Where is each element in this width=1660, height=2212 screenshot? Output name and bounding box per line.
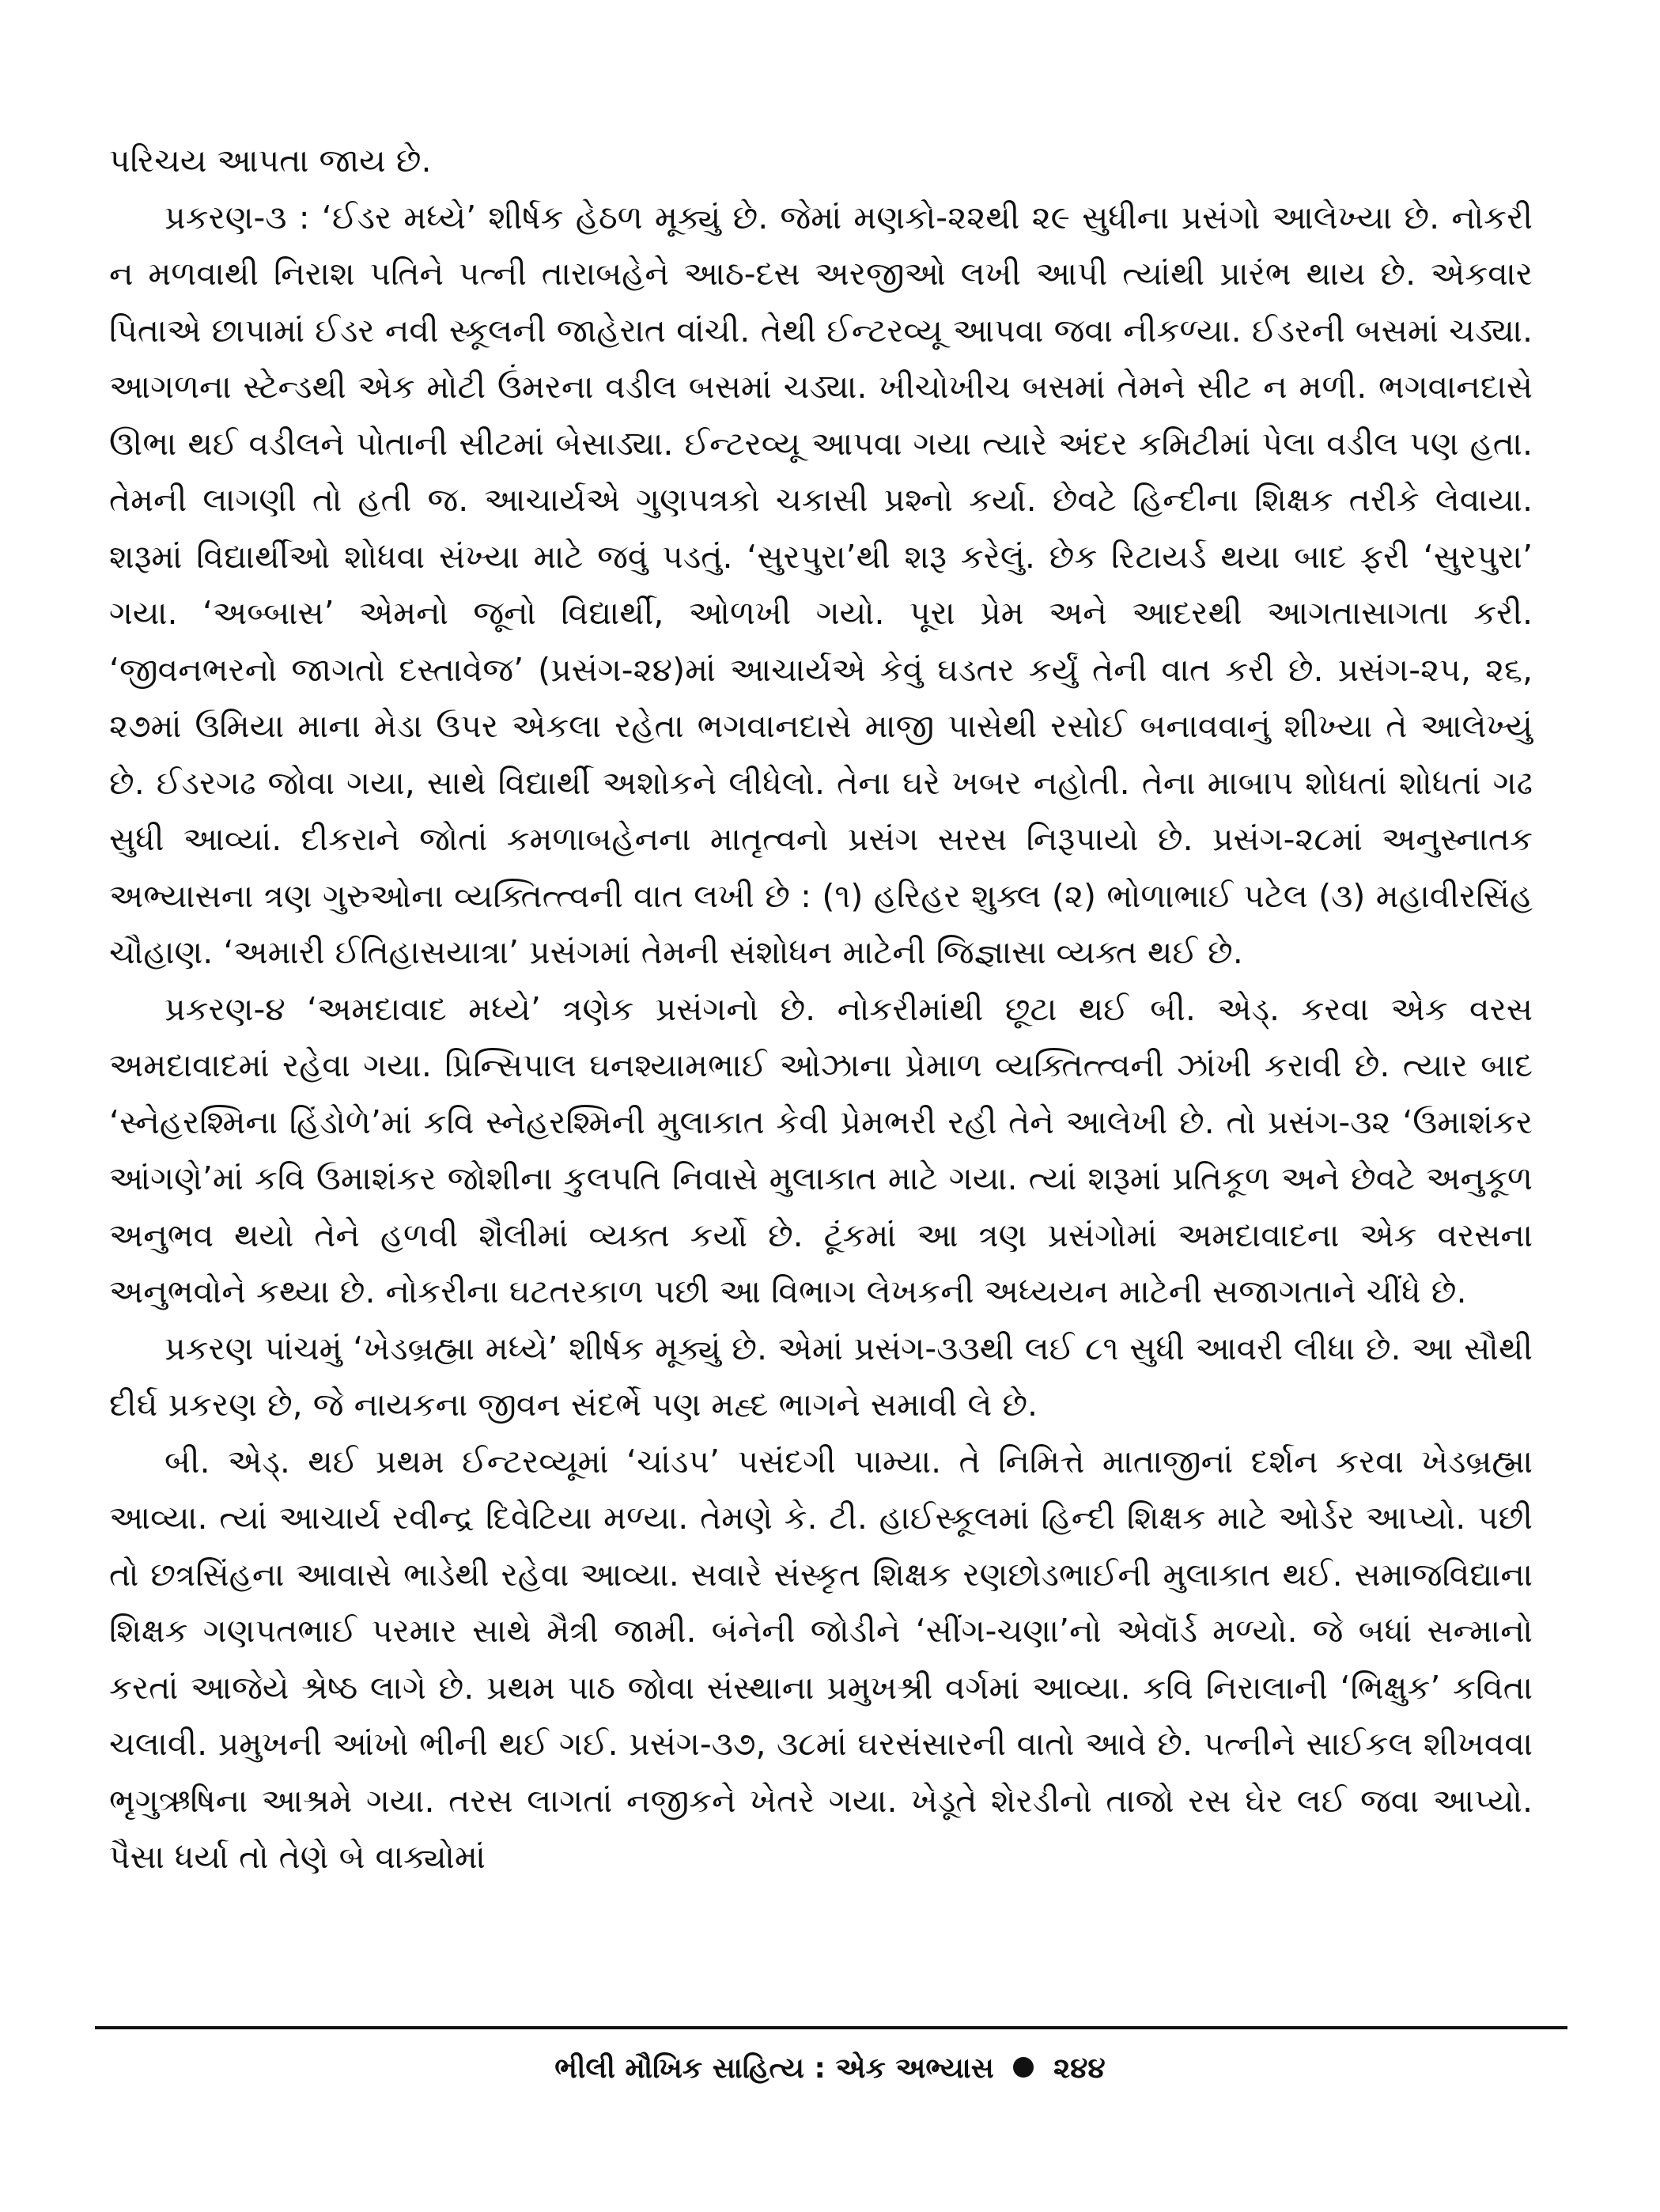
paragraph-5: બી. એડ્. થઈ પ્રથમ ઈન્ટરવ્યૂમાં ‘ચાંડપ’ પસંદગી પામ્યા. તે નિમિત્તે માતાજીનાં દર્શન કરવા ખેડબ્રહ્મા આવ્યા. ત્યાં આચાર્ય રવીન્દ્ર દિવેટિયા મળ્યા. તેમણે કે. ટી. હાઈસ્કૂલમાં હિન્દી શિક્ષક માટે ઓર્ડર આપ્યો. પછી તો છત્રસિંહના આવાસે ભાડેથી રહેવા આવ્યા. સવારે સંસ્કૃત શિક્ષક રણછોડભાઈની મુલાકાત થઈ. સમાજવિદ્યાના શિક્ષક ગણપતભાઈ પરમાર સાથે મૈત્રી જામી. બંનેની જોડીને ‘સીંગ-ચણા’નો એવૉર્ડ મળ્યો. જે બધાં સન્માનો કરતાં આજેયે શ્રેષ્ઠ લાગે છે. પ્રથમ પાઠ જોવા સંસ્થાના પ્રમુખશ્રી વર્ગમાં આવ્યા. કવિ નિરાલાની ‘ભિક્ષુક’ કવિતા ચલાવી. પ્રમુખની આંખો ભીની થઈ ગઈ. પ્રસંગ-૩૭, ૩૮માં ઘરસંસારની વાતો આવે છે. પત્નીને સાઈકલ શીખવવા ભૃગુઋષિના આશ્રમે ગયા. તરસ લાગતાં નજીકને ખેતરે ગયા. ખેડૂતે શેરડીનો તાજો રસ ઘેર લઈ જવા આપ્યો. પૈસા ધર્યા તો તેણે બે વાક્યોમાં xyxy=(109,1442,1533,1876)
bullet-icon xyxy=(1013,2057,1034,2078)
paragraph-3: પ્રકરણ-૪ ‘અમદાવાદ મધ્યે’ ત્રણેક પ્રસંગનો છે. નોકરીમાંથી છૂટા થઈ બી. એડ્. કરવા એક વરસ અમદાવાદમાં રહેવા ગયા. પ્રિન્સિપાલ ઘનશ્યામભાઈ ઓઝાના પ્રેમાળ વ્યક્તિત્ત્વની ઝાંખી કરાવી છે. ત્યાર બાદ ‘સ્નેહરશ્મિના હિંડોળે’માં કવિ સ્નેહરશ્મિની મુલાકાત કેવી પ્રેમભરી રહી તેને આલેખી છે. તો પ્રસંગ-૩૨ ‘ઉમાશંકર આંગણે’માં કવિ ઉમાશંકર જોશીના કુલપતિ નિવાસે મુલાકાત માટે ગયા. ત્યાં શરૂમાં પ્રતિકૂળ અને છેવટે અનુકૂળ અનુભવ થયો તેને હળવી શૈલીમાં વ્યક્ત કર્યો છે. ટૂંકમાં આ ત્રણ પ્રસંગોમાં અમદાવાદના એક વરસના અનુભવોને કથ્યા છે. નોકરીના ઘટતરકાળ પછી આ વિભાગ લેખકની અધ્યયન માટેની સજાગતાને ચીંધે છે. xyxy=(109,989,1533,1310)
paragraph-4: પ્રકરણ પાંચમું ‘ખેડબ્રહ્મા મધ્યે’ શીર્ષક મૂક્યું છે. એમાં પ્રસંગ-૩૩થી લઈ ૮૧ સુધી આવરી લીધા છે. આ સૌથી દીર્ઘ પ્રકરણ છે, જે નાયકના જીવન સંદર્ભે પણ મહ્દ ભાગને સમાવી લે છે. xyxy=(109,1329,1533,1424)
footer-rule xyxy=(95,2026,1567,2029)
footer-book-title: ભીલી મૌખિક સાહિત્ય : એક અભ્યાસ xyxy=(554,2052,994,2085)
page-number: ૨૪૪ xyxy=(1053,2052,1106,2085)
paragraph-2: પ્રકરણ-૩ : ‘ઈડર મધ્યે’ શીર્ષક હેઠળ મૂક્યું છે. જેમાં મણકો-૨૨થી ૨૯ સુધીના પ્રસંગો આલેખ્યા છે. નોકરી ન મળવાથી નિરાશ પતિને પત્ની તારાબહેને આઠ-દસ અરજીઓ લખી આપી ત્યાંથી પ્રારંભ થાય છે. એકવાર પિતાએ છાપામાં ઈડર નવી સ્કૂલની જાહેરાત વાંચી. તેથી ઈન્ટરવ્યૂ આપવા જવા નીકળ્યા. ઈડરની બસમાં ચડ્યા. આગળના સ્ટેન્ડથી એક મોટી ઉંમરના વડીલ બસમાં ચડ્યા. ખીચોખીચ બસમાં તેમને સીટ ન મળી. ભગવાનદાસે ઊભા થઈ વડીલને પોતાની સીટમાં બેસાડ્યા. ઈન્ટરવ્યૂ આપવા ગયા ત્યારે અંદર કમિટીમાં પેલા વડીલ પણ હતા. તેમની લાગણી તો હતી જ. આચાર્યએ ગુણપત્રકો ચકાસી પ્રશ્નો કર્યા. છેવટે હિન્દીના શિક્ષક તરીકે લેવાયા. શરૂમાં વિદ્યાર્થીઓ શોધવા સંખ્યા માટે જવું પડતું. ‘સુરપુરા’થી શરૂ કરેલું. છેક રિટાયર્ડ થયા બાદ ફરી ‘સુરપુરા’ ગયા. ‘અબ્બાસ’ એમનો જૂનો વિદ્યાર્થી, ઓળખી ગયો. પૂરા પ્રેમ અને આદરથી આગતાસાગતા કરી. ‘જીવનભરનો જાગતો દસ્તાવેજ’ (પ્રસંગ-૨૪)માં આચાર્યએ કેવું ઘડતર કર્યું તેની વાત કરી છે. પ્રસંગ-૨૫, ૨૬, ૨૭માં ઉમિયા માના મેડા ઉપર એકલા રહેતા ભગવાનદાસે માજી પાસેથી રસોઈ બનાવવાનું શીખ્યા તે આલેખ્યું છે. ઈડરગઢ જોવા ગયા, સાથે વિદ્યાર્થી અશોકને લીધેલો. તેના ઘરે ખબર નહોતી. તેના માબાપ શોધતાં શોધતાં ગઢ સુધી આવ્યાં. દીકરાને જોતાં કમળાબહેનના માતૃત્વનો પ્રસંગ સરસ નિરૂપાયો છે. પ્રસંગ-૨૮માં અનુસ્નાતક અભ્યાસના ત્રણ ગુરુઓના વ્યક્તિત્ત્વની વાત લખી છે : (૧) હરિહર શુક્લ (૨) ભોળાભાઈ પટેલ (૩) મહાવીરસિંહ ચૌહાણ. ‘અમારી ઈતિહાસયાત્રા’ પ્રસંગમાં તેમની સંશોધન માટેની જિજ્ઞાસા વ્યક્ત થઈ છે. xyxy=(109,198,1533,971)
paragraph-1: પરિચય આપતા જાય છે. xyxy=(109,142,432,180)
page-footer xyxy=(0,2045,1660,2093)
body-text xyxy=(109,133,1533,1886)
